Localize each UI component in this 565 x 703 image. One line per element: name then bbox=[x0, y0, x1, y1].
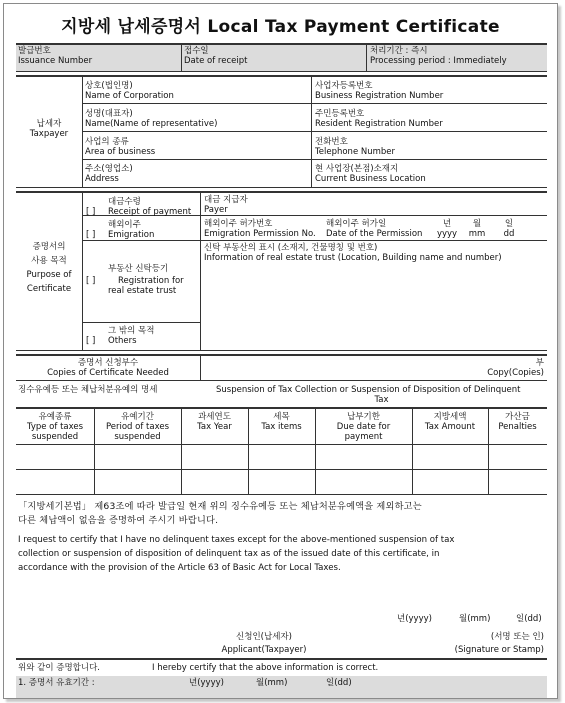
suspension-col-header: 지방세액 Tax Amount bbox=[424, 412, 476, 432]
validity-year: 년(yyyy) bbox=[189, 678, 224, 688]
taxpayer-label: 납세자 Taxpayer bbox=[29, 119, 69, 139]
applicant-label: 신청인(납세자) Applicant(Taxpayer) bbox=[221, 632, 307, 655]
suspension-heading-en-tail: Tax bbox=[374, 395, 389, 405]
brn-label: 사업자등록번호 Business Registration Number bbox=[315, 81, 444, 101]
receipt-date-label: 접수일 Date of receipt bbox=[184, 46, 248, 66]
validity-month: 월(mm) bbox=[256, 678, 288, 688]
sign-year: 년(yyyy) bbox=[397, 614, 432, 624]
trust-information-label: 신탁 부동산의 표시 (소재지, 건물명칭 및 번호) Information of real estate trust (Location, Building name and number) bbox=[204, 243, 502, 263]
checkbox-emigration[interactable]: [ ] bbox=[86, 230, 96, 240]
suspension-col-header: 과세연도 Tax Year bbox=[197, 412, 232, 432]
telephone-label: 전화번호 Telephone Number bbox=[315, 137, 396, 157]
suspension-col-header: 납부기한 Due date for payment bbox=[336, 412, 391, 442]
signature-stamp-label[interactable]: (서명 또는 인) (Signature or Stamp) bbox=[454, 632, 544, 655]
copies-label: 증명서 신청부수 Copies of Certificate Needed bbox=[47, 358, 169, 378]
suspension-row-1 bbox=[16, 445, 547, 469]
suspension-heading-en: Suspension of Tax Collection or Suspension of Disposition of Delinquent bbox=[216, 385, 521, 395]
suspension-col-header: 세목 Tax items bbox=[261, 412, 302, 432]
processing-period-label: 처리기간 : 즉시 Processing period : Immediately bbox=[370, 46, 507, 66]
certify-en: I hereby certify that the above information is correct. bbox=[152, 663, 379, 673]
certify-ko: 위와 같이 증명합니다. bbox=[18, 663, 101, 673]
suspension-col-header: 가산금 Penalties bbox=[498, 412, 537, 432]
real-estate-trust-option[interactable]: 부동산 신탁등기 [ ] Registration for real estate trust bbox=[86, 264, 184, 296]
copies-unit: 부 Copy(Copies) bbox=[487, 358, 544, 378]
statement-english: I request to certify that I have no delinquent taxes except for the above-mentioned suspension of tax collection or suspension of disposition of delinquent tax as of the issued date of this certificate, in accordance with the provision of the Article 63 of Basic Act for Local Taxes. bbox=[18, 535, 455, 573]
suspension-heading-ko: 징수유예등 또는 체납처분유예의 명세 bbox=[18, 385, 158, 395]
suspension-col-header: 유예기간 Period of taxes suspended bbox=[105, 412, 170, 442]
emigration-permission-no-label: 해외이주 허가번호 Emigration Permission No. bbox=[204, 219, 316, 239]
suspension-row-2 bbox=[16, 470, 547, 494]
validity-label: 1. 증명서 유효기간 : bbox=[18, 678, 95, 688]
rrn-label: 주민등록번호 Resident Registration Number bbox=[315, 109, 443, 129]
representative-label: 성명(대표자) Name(Name of representative) bbox=[85, 109, 218, 129]
corp-name-label: 상호(법인명) Name of Corporation bbox=[85, 81, 174, 101]
perm-year: 년 yyyy bbox=[436, 219, 458, 239]
checkbox-receipt[interactable]: [ ] bbox=[86, 207, 96, 217]
emigration-permission-date-label: 해외이주 허가일 Date of the Permission bbox=[326, 219, 423, 239]
perm-day: 일 dd bbox=[503, 219, 515, 239]
form-title: 지방세 납세증명서 Local Tax Payment Certificate bbox=[61, 17, 500, 37]
checkbox-others[interactable]: [ ] bbox=[86, 336, 96, 346]
sign-day: 일(dd) bbox=[516, 614, 542, 624]
business-area-label: 사업의 종류 Area of business bbox=[85, 137, 156, 157]
issuance-number-label: 발급번호 Issuance Number bbox=[18, 46, 93, 66]
certificate-form: 지방세 납세증명서 Local Tax Payment Certificate 발급번호 Issuance Number 접수일 Date of receipt 처리기간 : 즉시 Processing period : Immediately 납세자 Taxpayer 상호(법인명) Name of Corporation 사업자등록번호 Business Registration Number 성명(대표자) Name(Name of representative) 주민등록번호 Resident Registration Number 사업의 종류 Area of business 전화번호 Telephone Number 주소(영업소) Address 현 사업장(본점)소재지 Current Business Location 증명서의 사용 목적 Purpose of Certificate 대금수령 [ ] Receipt of payment 대금 지급자 Payer 해외이주 [ ] Emigration 해외이주 허가번호 Emigration Permission No. 해외이주 허가일 Date of the Permission 년 yyyy 월 mm 일 dd 부동산 신탁등기 [ ] Registration for real estate trust 신탁 부동산의 표시 (소재지, 건물명칭 및 번호) Information of real estate trust (Location, Building name and number) 그 밖의 목적 [ ] Others 증명서 신청부수 Copies of Certificate Needed 부 Copy(Copies) 징수유예등 또는 체납처분유예의 명세 Suspension of Tax Collection or Suspension of Disposition of Delinquent Tax 유예종류 Type of taxes suspended 유예기간 Period of taxes suspended 과세연도 Tax Year 세목 Tax items 납부기한 Due date for payment 지방세액 Tax Amount 가산금 Penalties 「지방세기본법」 제63조에 따라 발급일 현재 위의 징수유예등 또는 체납처분유예액을 제외하고는 다른 체납액이 없음을 증명하여 주시기 바랍니다. I request to certify that I have no delinquent taxes except for the above-mentioned suspension of tax collection or suspension of disposition of delinquent tax as of the issued date of this certificate, in accordance with the provision of the Article 63 of Basic Act for Local Taxes. 년(yyyy) 월(mm) 일(dd) 신청인(납세자) Applicant(Taxpayer) (서명 또는 인) (Signature or Stamp) 위와 같이 증명합니다. I hereby certify that the above information is correct. 1. 증명서 유효기간 : 년(yyyy) 월(mm) 일(dd) bbox=[3, 3, 558, 699]
perm-month: 월 mm bbox=[468, 219, 486, 239]
suspension-col-header: 유예종류 Type of taxes suspended bbox=[26, 412, 84, 442]
purpose-label: 증명서의 사용 목적 Purpose of Certificate bbox=[26, 242, 72, 294]
statement-korean: 「지방세기본법」 제63조에 따라 발급일 현재 위의 징수유예등 또는 체납처분유예액을 제외하고는 다른 체납액이 없음을 증명하여 주시기 바랍니다. bbox=[18, 501, 422, 526]
validity-day: 일(dd) bbox=[326, 678, 352, 688]
payer-label: 대금 지급자 Payer bbox=[204, 195, 248, 215]
business-location-label: 현 사업장(본점)소재지 Current Business Location bbox=[315, 164, 426, 184]
checkbox-trust[interactable]: [ ] bbox=[86, 276, 96, 286]
sign-month: 월(mm) bbox=[459, 614, 491, 624]
address-label: 주소(영업소) Address bbox=[85, 164, 133, 184]
